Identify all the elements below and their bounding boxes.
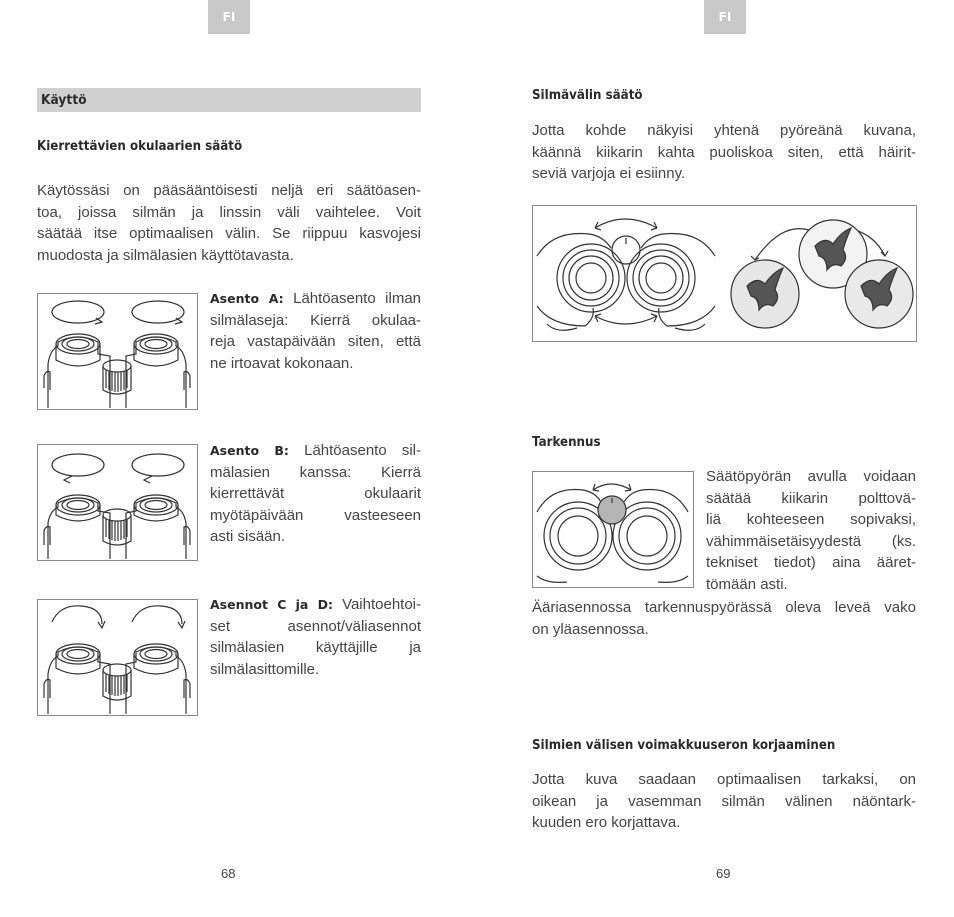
position-b-line: kierrettävät okulaarit <box>210 485 421 502</box>
position-cd-line: Vaihtoehtoi- <box>342 596 422 613</box>
ipd-line: Jotta kohde näkyisi yhtenä pyöreänä kuvana, <box>532 122 916 139</box>
focus-after-line: on yläasennossa. <box>532 620 649 638</box>
page-number-right: 69 <box>716 866 731 881</box>
intro-line: Käytössäsi on pääsääntöisesti neljä eri säätöasen- <box>37 182 421 199</box>
position-cd-text <box>210 594 421 680</box>
eyepiece-position-b-illustration <box>38 445 196 559</box>
position-a-line: Lähtöasento ilman <box>293 290 422 307</box>
position-b-line: Lähtöasento sil- <box>304 442 422 459</box>
position-b-label: Asento B: <box>210 443 289 458</box>
interpupillary-illustration <box>533 206 915 340</box>
diopter-line: kuuden ero korjattava. <box>532 814 681 831</box>
position-cd-line: silmälasien käyttäjille ja <box>210 639 421 656</box>
focus-line: vähimmäisetäisyydestä (ks. <box>706 532 916 550</box>
diopter-line: oikean ja vasemman silmän välinen näöntark- <box>532 792 916 810</box>
section-title-bar: Käyttö <box>37 88 421 112</box>
figure-interpupillary <box>532 205 917 342</box>
figure-focus <box>532 471 694 588</box>
diopter-line: Jotta kuva saadaan optimaalisen tarkaksi, on <box>532 771 916 788</box>
heading-interpupillary: Silmävälin säätö <box>532 87 643 103</box>
focus-wheel-illustration <box>533 472 692 586</box>
figure-position-b <box>37 444 198 561</box>
language-tab-left: FI <box>208 0 250 34</box>
heading-focus: Tarkennus <box>532 434 601 450</box>
ipd-line: seviä varjoja ei esiinny. <box>532 165 686 182</box>
figure-position-a <box>37 293 198 410</box>
focus-text <box>706 466 916 595</box>
focus-line: tekniset tiedot) aina ääret- <box>706 554 916 571</box>
intro-line: toa, joissa silmän ja linssin väli vaihtelee. Voit <box>37 203 421 221</box>
position-cd-line: set asennot/väliasennot <box>210 617 421 635</box>
position-a-label: Asento A: <box>210 291 284 306</box>
position-b-line: asti sisään. <box>210 528 286 545</box>
intro-line: säätää itse optimaalisen välin. Se riippuu kasvojesi <box>37 225 421 242</box>
position-a-line: silmälaseja: Kierrä okulaa- <box>210 311 421 329</box>
position-a-text <box>210 288 421 374</box>
figure-position-cd <box>37 599 198 716</box>
eyepiece-position-cd-illustration <box>38 600 196 714</box>
eyepiece-position-a-illustration <box>38 294 196 408</box>
position-cd-label: Asennot C ja D: <box>210 597 333 612</box>
focus-after-paragraph <box>532 597 916 640</box>
ipd-line: käännä kiikarin kahta puoliskoa siten, että häirit- <box>532 143 916 161</box>
focus-line: säätää kiikarin polttovä- <box>706 489 916 507</box>
position-cd-line: silmälasittomille. <box>210 660 320 678</box>
focus-after-line: Ääriasennossa tarkennuspyörässä oleva leveä vako <box>532 599 916 616</box>
page-number-left: 68 <box>221 866 236 881</box>
position-b-text <box>210 440 421 548</box>
heading-eyepiece-adjustment: Kierrettävien okulaarien säätö <box>37 138 243 154</box>
language-tab-right: FI <box>704 0 746 34</box>
heading-diopter: Silmien välisen voimakkuuseron korjaaminen <box>532 737 836 753</box>
position-a-line: reja vastapäivään siten, että <box>210 333 421 350</box>
diopter-paragraph <box>532 769 916 834</box>
focus-line: Säätöpyörän avulla voidaan <box>706 468 916 485</box>
focus-line: liä kohteeseen sopivaksi, <box>706 511 916 528</box>
position-b-line: myötäpäivään vasteeseen <box>210 506 421 524</box>
position-a-line: ne irtoavat kokonaan. <box>210 354 354 372</box>
position-b-line: mälasien kanssa: Kierrä <box>210 463 421 481</box>
focus-line: tömään asti. <box>706 575 788 593</box>
intro-paragraph <box>37 180 421 266</box>
ipd-paragraph <box>532 120 916 185</box>
intro-line: muodosta ja silmälasien käyttötavasta. <box>37 246 294 264</box>
